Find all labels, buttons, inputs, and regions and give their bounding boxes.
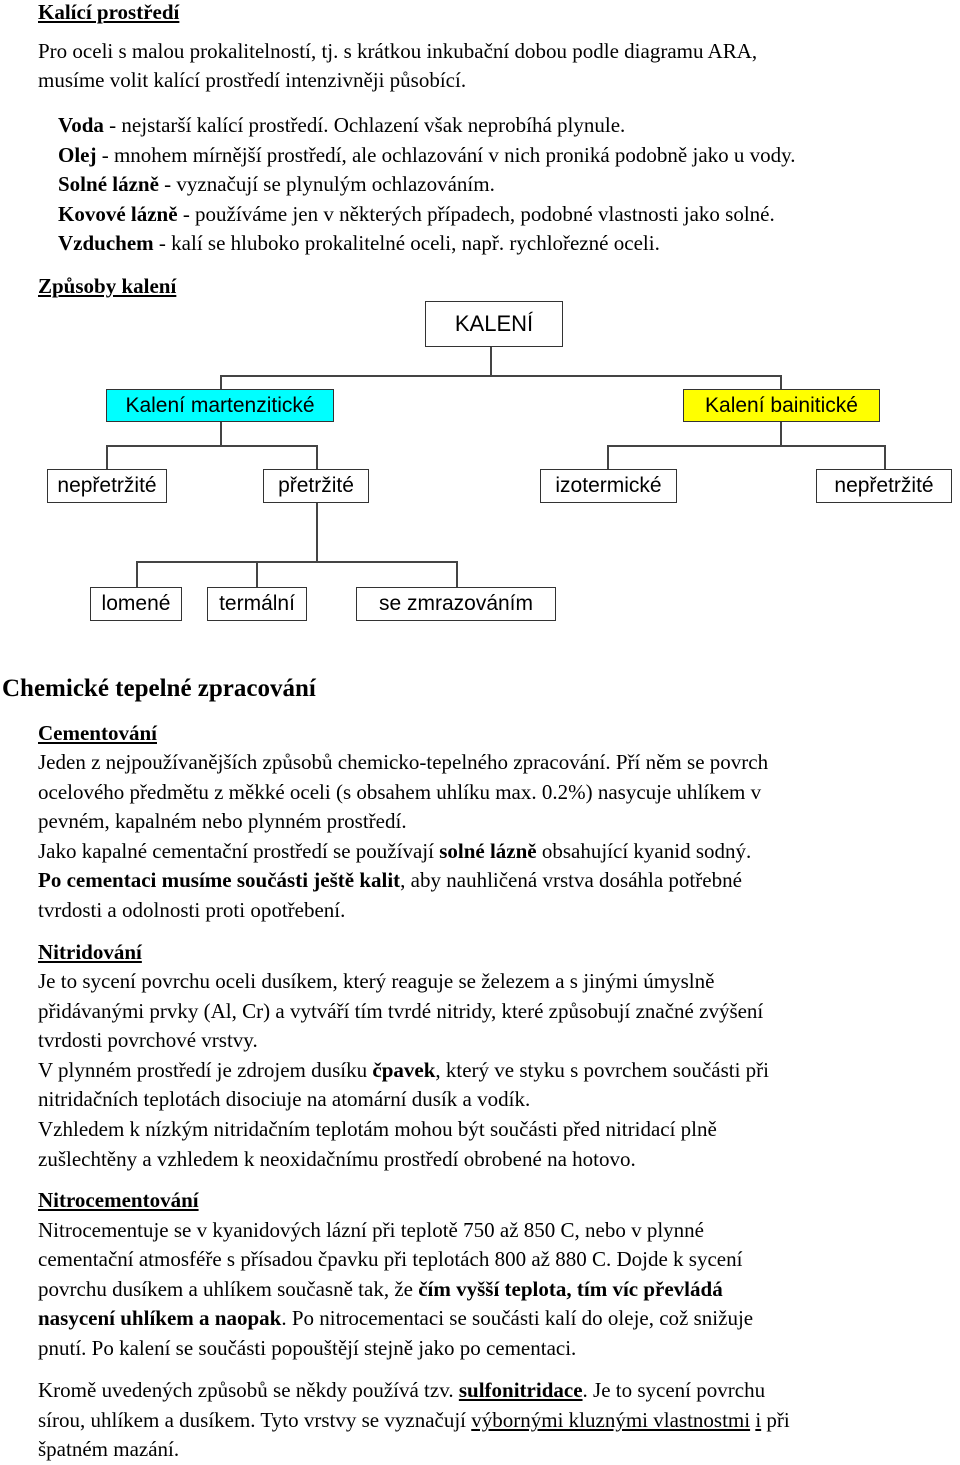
connector bbox=[220, 421, 222, 446]
bold-span: čpavek bbox=[372, 1058, 436, 1082]
nitrid-line-3: tvrdosti povrchové vrstvy. bbox=[38, 1028, 258, 1052]
node-kaleni-root: KALENÍ bbox=[425, 301, 563, 347]
medium-name: Vzduchem bbox=[58, 231, 154, 255]
cement-line-6: tvrdosti a odolnosti proti opotřebení. bbox=[38, 898, 346, 922]
text-span: povrchu dusíkem a uhlíkem současně tak, že bbox=[38, 1277, 419, 1301]
connector bbox=[316, 503, 318, 562]
connector bbox=[106, 445, 316, 447]
text-span: , který ve styku s povrchem součásti při bbox=[435, 1058, 769, 1082]
term-sulfonitridace: sulfonitridace bbox=[458, 1378, 583, 1402]
hardening-tree-diagram bbox=[0, 0, 960, 650]
node-bainiticke-neprerusene: nepřetržité bbox=[816, 469, 952, 503]
nitrid-line-4 bbox=[38, 1056, 769, 1086]
nitrocement-line-2: cementační atmosféře s přísadou čpavku při teplotách 800 až 880 C. Dojde k sycení bbox=[38, 1247, 743, 1271]
connector bbox=[256, 561, 258, 587]
text-span: . Po nitrocementaci se součásti kalí do oleje, což snižuje bbox=[281, 1306, 754, 1330]
cement-line-4 bbox=[38, 837, 751, 867]
bold-span: solné lázně bbox=[439, 839, 537, 863]
cement-line-3: pevném, kapalném nebo plynném prostředí. bbox=[38, 809, 407, 833]
connector bbox=[607, 445, 884, 447]
intro-line-1: Pro oceli s malou prokalitelností, tj. s krátkou inkubační dobou podle diagramu ARA, bbox=[38, 39, 758, 63]
section-title-chemicke: Chemické tepelné zpracování bbox=[2, 675, 316, 702]
heading-nitridovani: Nitridování bbox=[38, 940, 142, 964]
heading-cementovani: Cementování bbox=[38, 721, 157, 745]
connector bbox=[220, 375, 780, 377]
node-prerusene: přetržité bbox=[263, 469, 369, 503]
node-kaleni-martenziticke: Kalení martenzitické bbox=[106, 389, 334, 422]
medium-name: Solné lázně bbox=[58, 172, 159, 196]
bold-span: čím vyšší teplota, tím víc převládá bbox=[418, 1277, 723, 1301]
text-span: obsahující kyanid sodný. bbox=[536, 839, 752, 863]
intro-line-2: musíme volit kalící prostředí intenzivněji působící. bbox=[38, 68, 467, 92]
bold-span: Po cementaci musíme součásti ještě kalit bbox=[38, 868, 401, 892]
nitrocement-line-1: Nitrocementuje se v kyanidových lázní při teplotě 750 až 850 C, nebo v plynné bbox=[38, 1218, 704, 1242]
connector bbox=[316, 445, 318, 469]
connector bbox=[136, 561, 456, 563]
sulfo-line-3: špatném mazání. bbox=[38, 1437, 180, 1461]
medium-text: - vyznačují se plynulým ochlazováním. bbox=[158, 172, 495, 196]
medium-text: - používáme jen v některých případech, podobné vlastnosti jako solné. bbox=[177, 202, 775, 226]
heading-zpusoby-kaleni: Způsoby kalení bbox=[38, 274, 177, 298]
nitrid-line-5: nitridačních teplotách disociuje na atomární dusík a vodík. bbox=[38, 1087, 531, 1111]
connector bbox=[490, 346, 492, 376]
node-kaleni-bainiticke: Kalení bainitické bbox=[683, 389, 880, 422]
nitrocement-line-5: pnutí. Po kalení se součásti popouštějí stejně jako po cementaci. bbox=[38, 1336, 577, 1360]
node-martenziticke-neprerusene: nepřetržité bbox=[47, 469, 167, 503]
connector bbox=[106, 445, 108, 469]
nitrocement-line-4 bbox=[38, 1304, 753, 1334]
connector bbox=[884, 445, 886, 469]
nitrid-line-2: přidávanými prvky (Al, Cr) a vytváří tím tvrdé nitridy, které způsobují značné zvýšení bbox=[38, 999, 764, 1023]
text-span: sírou, uhlíkem a dusíkem. Tyto vrstvy se vyznačují bbox=[38, 1408, 472, 1432]
nitrocement-line-3 bbox=[38, 1275, 723, 1305]
cement-line-2: ocelového předmětu z měkké oceli (s obsahem uhlíku max. 0.2%) nasycuje uhlíkem v bbox=[38, 780, 762, 804]
connector bbox=[220, 375, 222, 389]
nitrid-line-6: Vzhledem k nízkým nitridačním teplotám mohou být součásti před nitridací plně bbox=[38, 1117, 717, 1141]
text-span: při bbox=[761, 1408, 790, 1432]
text-span: Kromě uvedených způsobů se někdy používá tzv. bbox=[38, 1378, 459, 1402]
cement-line-1: Jeden z nejpoužívanějších způsobů chemicko-tepelného zpracování. Pří něm se povrch bbox=[38, 750, 769, 774]
connector bbox=[607, 445, 609, 469]
underlined-span: i bbox=[755, 1408, 762, 1432]
underlined-span: výbornými kluznými vlastnostmi bbox=[471, 1408, 751, 1432]
text-span: , aby nauhličená vrstva dosáhla potřebné bbox=[400, 868, 742, 892]
text-span: Jako kapalné cementační prostředí se používají bbox=[38, 839, 440, 863]
node-termalni: termální bbox=[207, 587, 307, 621]
medium-name: Kovové lázně bbox=[58, 202, 178, 226]
medium-text: - mnohem mírnější prostředí, ale ochlazování v nich proniká podobně jako u vody. bbox=[96, 143, 796, 167]
connector bbox=[136, 561, 138, 587]
medium-name: Voda bbox=[58, 113, 104, 137]
heading-nitrocementovani: Nitrocementování bbox=[38, 1188, 199, 1212]
medium-name: Olej bbox=[58, 143, 97, 167]
bold-span: nasycení uhlíkem a naopak bbox=[38, 1306, 282, 1330]
text-span: V plynném prostředí je zdrojem dusíku bbox=[38, 1058, 373, 1082]
nitrid-line-7: zušlechtěny a vzhledem k neoxidačnímu prostředí obrobené na hotovo. bbox=[38, 1147, 636, 1171]
cement-line-5 bbox=[38, 866, 742, 896]
node-lomene: lomené bbox=[90, 587, 182, 621]
sulfo-line-1 bbox=[38, 1376, 765, 1406]
connector bbox=[780, 375, 782, 389]
heading-kalici-prostredi: Kalící prostředí bbox=[38, 0, 180, 24]
nitrid-line-1: Je to sycení povrchu oceli dusíkem, který reaguje se železem a s jinými úmyslně bbox=[38, 969, 715, 993]
connector bbox=[780, 421, 782, 446]
medium-text: - kalí se hluboko prokalitelné oceli, např. rychlořezné oceli. bbox=[153, 231, 660, 255]
node-izotermicke: izotermické bbox=[540, 469, 677, 503]
text-span: . Je to sycení povrchu bbox=[582, 1378, 766, 1402]
medium-text: - nejstarší kalící prostředí. Ochlazení však neprobíhá plynule. bbox=[103, 113, 626, 137]
node-se-zmrazovanim: se zmrazováním bbox=[356, 587, 556, 621]
sulfo-line-2 bbox=[38, 1406, 790, 1436]
connector bbox=[456, 561, 458, 587]
